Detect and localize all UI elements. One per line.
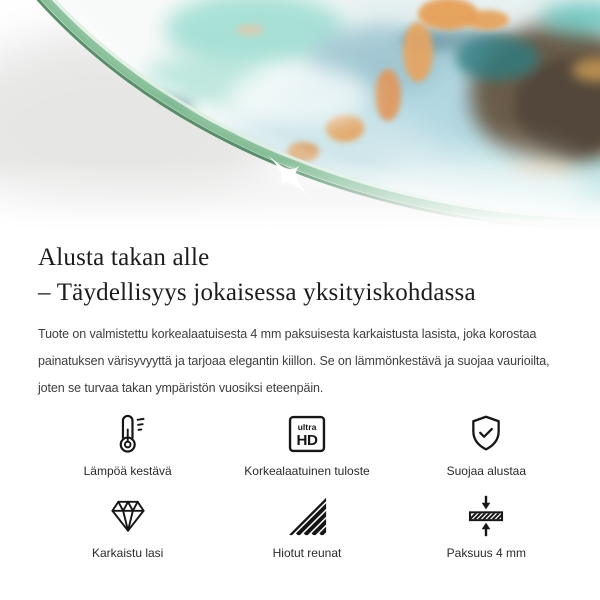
feature-thickness — [397, 492, 576, 560]
feature-label: Karkaistu lasi — [91, 546, 164, 560]
feature-label: Paksuus 4 mm — [446, 546, 526, 560]
feature-tempered-glass — [38, 492, 217, 560]
feature-protects-surface — [397, 410, 576, 478]
title-line-2: – Täydellisyys jokaisessa yksityiskohdassa — [38, 279, 476, 306]
diamond-icon — [106, 492, 150, 538]
ultra-hd-icon — [285, 410, 329, 456]
feature-polished-edges — [217, 492, 396, 560]
shield-check-icon — [464, 410, 508, 456]
feature-label: Lämpöä kestävä — [83, 464, 172, 478]
title-line-1: Alusta takan alle — [38, 244, 210, 271]
feature-label: Hiotut reunat — [272, 546, 342, 560]
product-photo — [0, 0, 600, 232]
svg-text:HD: HD — [296, 432, 318, 449]
product-description: Tuote on valmistettu korkealaatuisesta 4 mm paksuisesta karkaistusta lasista, joka korostaa painatuksen värisyvyyttä ja tarjoaa elegantin kiillon. Se on lämmönkestävä ja suojaa vaurioilta, joten se turvaa takan ympäristön vuosiksi eteenpäin. — [38, 327, 550, 395]
feature-heat-resistant — [38, 410, 217, 478]
beveled-edge-icon — [285, 492, 329, 538]
glass-panel-image — [0, 0, 600, 232]
content-section — [0, 240, 600, 560]
page-title — [38, 240, 576, 310]
thermometer-icon — [106, 410, 150, 456]
thickness-arrows-icon — [464, 492, 508, 538]
feature-label: Korkealaatuinen tuloste — [244, 464, 370, 478]
photo-bottom-fade — [0, 160, 600, 232]
feature-list — [38, 410, 576, 560]
feature-label: Suojaa alustaa — [446, 464, 527, 478]
feature-high-quality-print — [217, 410, 396, 478]
svg-text:ultra: ultra — [297, 421, 317, 432]
